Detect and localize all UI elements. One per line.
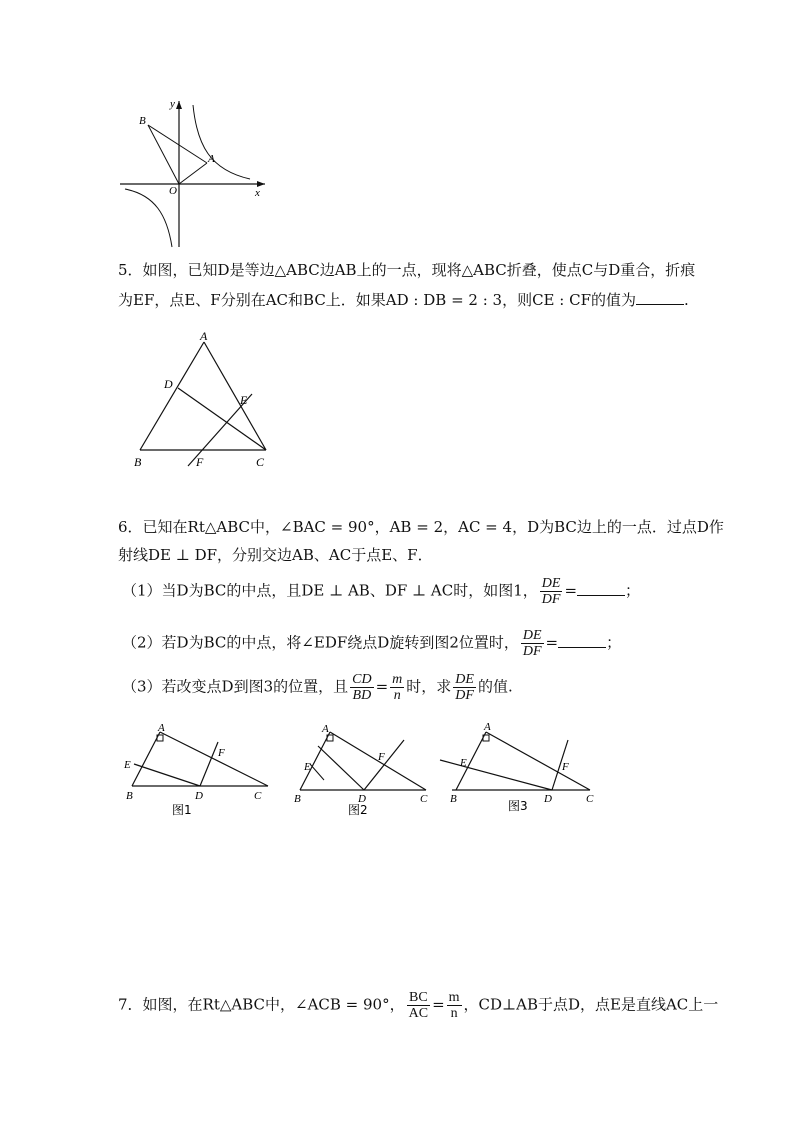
fraction-de-df: $\frac{DE}{DF}$ [541, 576, 561, 607]
figure-hyperbola [115, 95, 270, 250]
label-A: A [484, 721, 491, 733]
figure-1 [120, 718, 280, 818]
label-F: F [562, 761, 569, 773]
q6-line1: 6．已知在Rt△ABC中，∠BAC = 90°，AB = 2，AC = 4，D为BC边上的一点．过点D作 [118, 518, 724, 536]
label-E: E [304, 761, 311, 773]
label-D: D [195, 790, 203, 802]
q6-part3: （3）若改变点D到图3的位置，且 $\frac{CD}{BD}$ = $\frac{m}{n}$ 时，求 $\frac{DE}{DF}$ 的值. [122, 672, 513, 703]
label-O: O [169, 185, 177, 197]
label-C: C [254, 790, 262, 802]
fraction-cd-bd: $\frac{CD}{BD}$ [352, 672, 372, 703]
label-A: A [322, 723, 329, 735]
caption-fig1: 图1 [172, 803, 192, 817]
caption-fig2: 图2 [348, 803, 368, 817]
fraction-bc-ac: $\frac{BC}{AC}$ [408, 990, 429, 1021]
label-C: C [420, 793, 428, 805]
label-B: B [450, 793, 457, 805]
answer-blank[interactable] [558, 635, 606, 648]
label-E: E [240, 393, 248, 407]
label-y: y [170, 98, 175, 110]
figure-3 [438, 718, 603, 818]
label-x: x [255, 187, 260, 199]
label-C: C [256, 455, 265, 469]
label-F: F [218, 747, 225, 759]
answer-blank[interactable] [577, 583, 625, 596]
q5-line2: 为EF，点E、F分别在AC和BC上．如果AD : DB = 2 : 3，则CE : CF的值为 . [118, 291, 689, 309]
q7-line1: 7．如图，在Rt△ABC中，∠ACB = 90°， $\frac{BC}{AC}$ = $\frac{m}{n}$ ，CD⊥AB于点D，点E是直线AC上一 [118, 990, 719, 1021]
q6-line2: 射线DE ⊥ DF，分别交边AB、AC于点E、F． [118, 546, 433, 564]
fraction-m-n: $\frac{m}{n}$ [448, 990, 460, 1021]
q5-line1: 5．如图，已知D是等边△ABC边AB上的一点，现将△ABC折叠，使点C与D重合，折痕 [118, 261, 696, 279]
label-B: B [139, 115, 146, 127]
label-A: A [208, 153, 215, 165]
figure-2 [288, 718, 438, 818]
label-D: D [358, 793, 366, 805]
figure-q5-triangle [130, 330, 280, 475]
fraction-m-n: $\frac{m}{n}$ [392, 672, 403, 703]
label-E: E [460, 757, 467, 769]
caption-fig3: 图3 [508, 799, 528, 813]
label-F: F [378, 751, 385, 763]
label-B: B [134, 455, 142, 469]
fraction-de-df: $\frac{DE}{DF}$ [522, 628, 542, 659]
fraction-de-df: $\frac{DE}{DF}$ [455, 672, 474, 703]
q6-part1: （1）当D为BC的中点，且DE ⊥ AB、DF ⊥ AC时，如图1， $\frac{DE}{DF}$ = ； [122, 576, 641, 607]
label-B: B [126, 790, 133, 802]
answer-blank[interactable] [636, 292, 684, 305]
label-B: B [294, 793, 301, 805]
label-A: A [200, 330, 208, 343]
label-F: F [196, 455, 204, 469]
label-A: A [158, 722, 165, 734]
label-C: C [586, 793, 594, 805]
label-D: D [544, 793, 552, 805]
q6-part2: （2）若D为BC的中点，将∠EDF绕点D旋转到图2位置时， $\frac{DE}{DF}$ = ； [122, 628, 622, 659]
label-E: E [124, 759, 131, 771]
label-D: D [164, 377, 173, 391]
